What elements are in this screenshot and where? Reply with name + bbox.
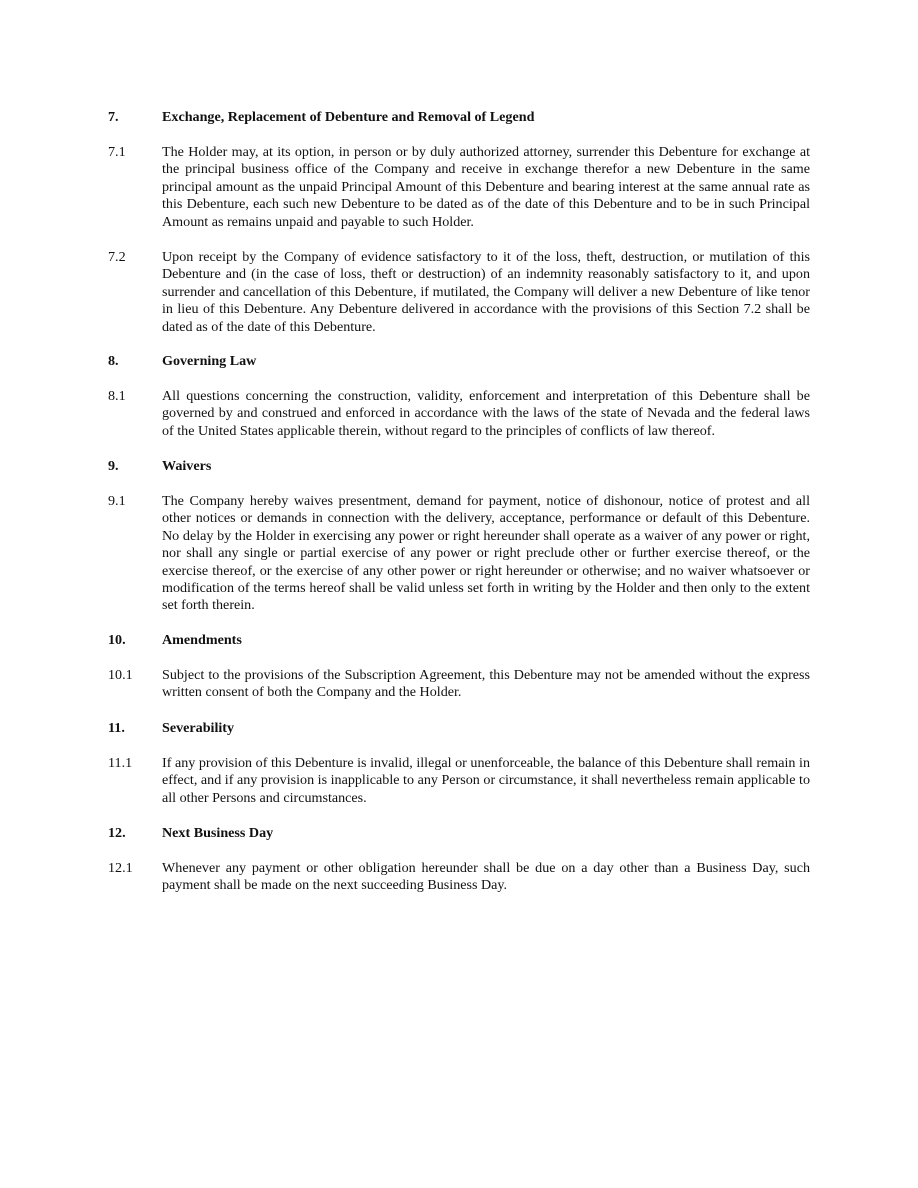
section-11-heading (108, 720, 810, 737)
clause-9-1 (108, 493, 810, 615)
section-number: 12. (108, 825, 126, 841)
section-title: Exchange, Replacement of Debenture and Removal of Legend (162, 109, 535, 125)
clause-text: The Company hereby waives presentment, demand for payment, notice of dishonour, notice of protest and all other notices or demands in connection with the delivery, acceptance, performance or default of this Debenture. No delay by the Holder in exercising any power or right hereunder shall operate as a waiver of any power or right, nor shall any single or partial exercise of any power or right preclude other or further exercise thereof, or the exercise thereof, or the exercise of any other power or right hereunder or otherwise; and no waiver whatsoever or modification of the terms hereof shall be valid unless set forth in writing by the Holder and then only to the extent set forth therein. (162, 493, 810, 614)
clause-8-1 (108, 388, 810, 440)
section-10-heading (108, 632, 810, 649)
clause-7-2 (108, 249, 810, 336)
section-number: 9. (108, 458, 119, 474)
clause-12-1 (108, 860, 810, 895)
section-7-heading (108, 109, 810, 126)
section-number: 7. (108, 109, 119, 125)
clause-text: If any provision of this Debenture is invalid, illegal or unenforceable, the balance of this Debenture shall remain in effect, and if any provision is inapplicable to any Person or circumstance, it shall nevertheless remain applicable to all other Persons and circumstances. (162, 755, 810, 806)
clause-10-1 (108, 667, 810, 702)
clause-number: 7.1 (108, 144, 126, 160)
section-title: Next Business Day (162, 825, 274, 841)
section-12-heading (108, 825, 810, 842)
clause-number: 9.1 (108, 493, 126, 509)
clause-number: 8.1 (108, 388, 126, 404)
section-9-heading (108, 458, 810, 475)
section-number: 11. (108, 720, 125, 736)
section-number: 10. (108, 632, 126, 648)
clause-number: 12.1 (108, 860, 133, 876)
clause-text: Subject to the provisions of the Subscription Agreement, this Debenture may not be amended without the express written consent of both the Company and the Holder. (162, 667, 810, 701)
clause-7-1 (108, 144, 810, 231)
clause-text: Whenever any payment or other obligation hereunder shall be due on a day other than a Business Day, such payment shall be made on the next succeeding Business Day. (162, 860, 810, 894)
section-title: Severability (162, 720, 235, 736)
clause-number: 11.1 (108, 755, 133, 771)
section-title: Amendments (162, 632, 242, 648)
section-8-heading (108, 353, 810, 370)
clause-number: 7.2 (108, 249, 126, 265)
section-title: Governing Law (162, 353, 257, 369)
section-title: Waivers (162, 458, 212, 474)
clause-text: The Holder may, at its option, in person or by duly authorized attorney, surrender this Debenture for exchange at the principal business office of the Company and receive in exchange therefor a new Debenture in the same principal amount as the unpaid Principal Amount of this Debenture and bearing interest at the same annual rate as this Debenture, each such new Debenture to be dated as of the date of this Debenture and to be in such Principal Amount as remains unpaid and payable to such Holder. (162, 144, 810, 230)
clause-text: Upon receipt by the Company of evidence satisfactory to it of the loss, theft, destruction, or mutilation of this Debenture and (in the case of loss, theft or destruction) of an indemnity reasonably satisfactory to it, and upon surrender and cancellation of this Debenture, if mutilated, the Company will deliver a new Debenture of like tenor in lieu of this Debenture. Any Debenture delivered in accordance with the provisions of this Section 7.2 shall be dated as of the date of this Debenture. (162, 249, 810, 335)
clause-text: All questions concerning the construction, validity, enforcement and interpretation of this Debenture shall be governed by and construed and enforced in accordance with the laws of the state of Nevada and the federal laws of the United States applicable therein, without regard to the principles of conflicts of law thereof. (162, 388, 810, 439)
clause-11-1 (108, 755, 810, 807)
section-number: 8. (108, 353, 119, 369)
clause-number: 10.1 (108, 667, 133, 683)
